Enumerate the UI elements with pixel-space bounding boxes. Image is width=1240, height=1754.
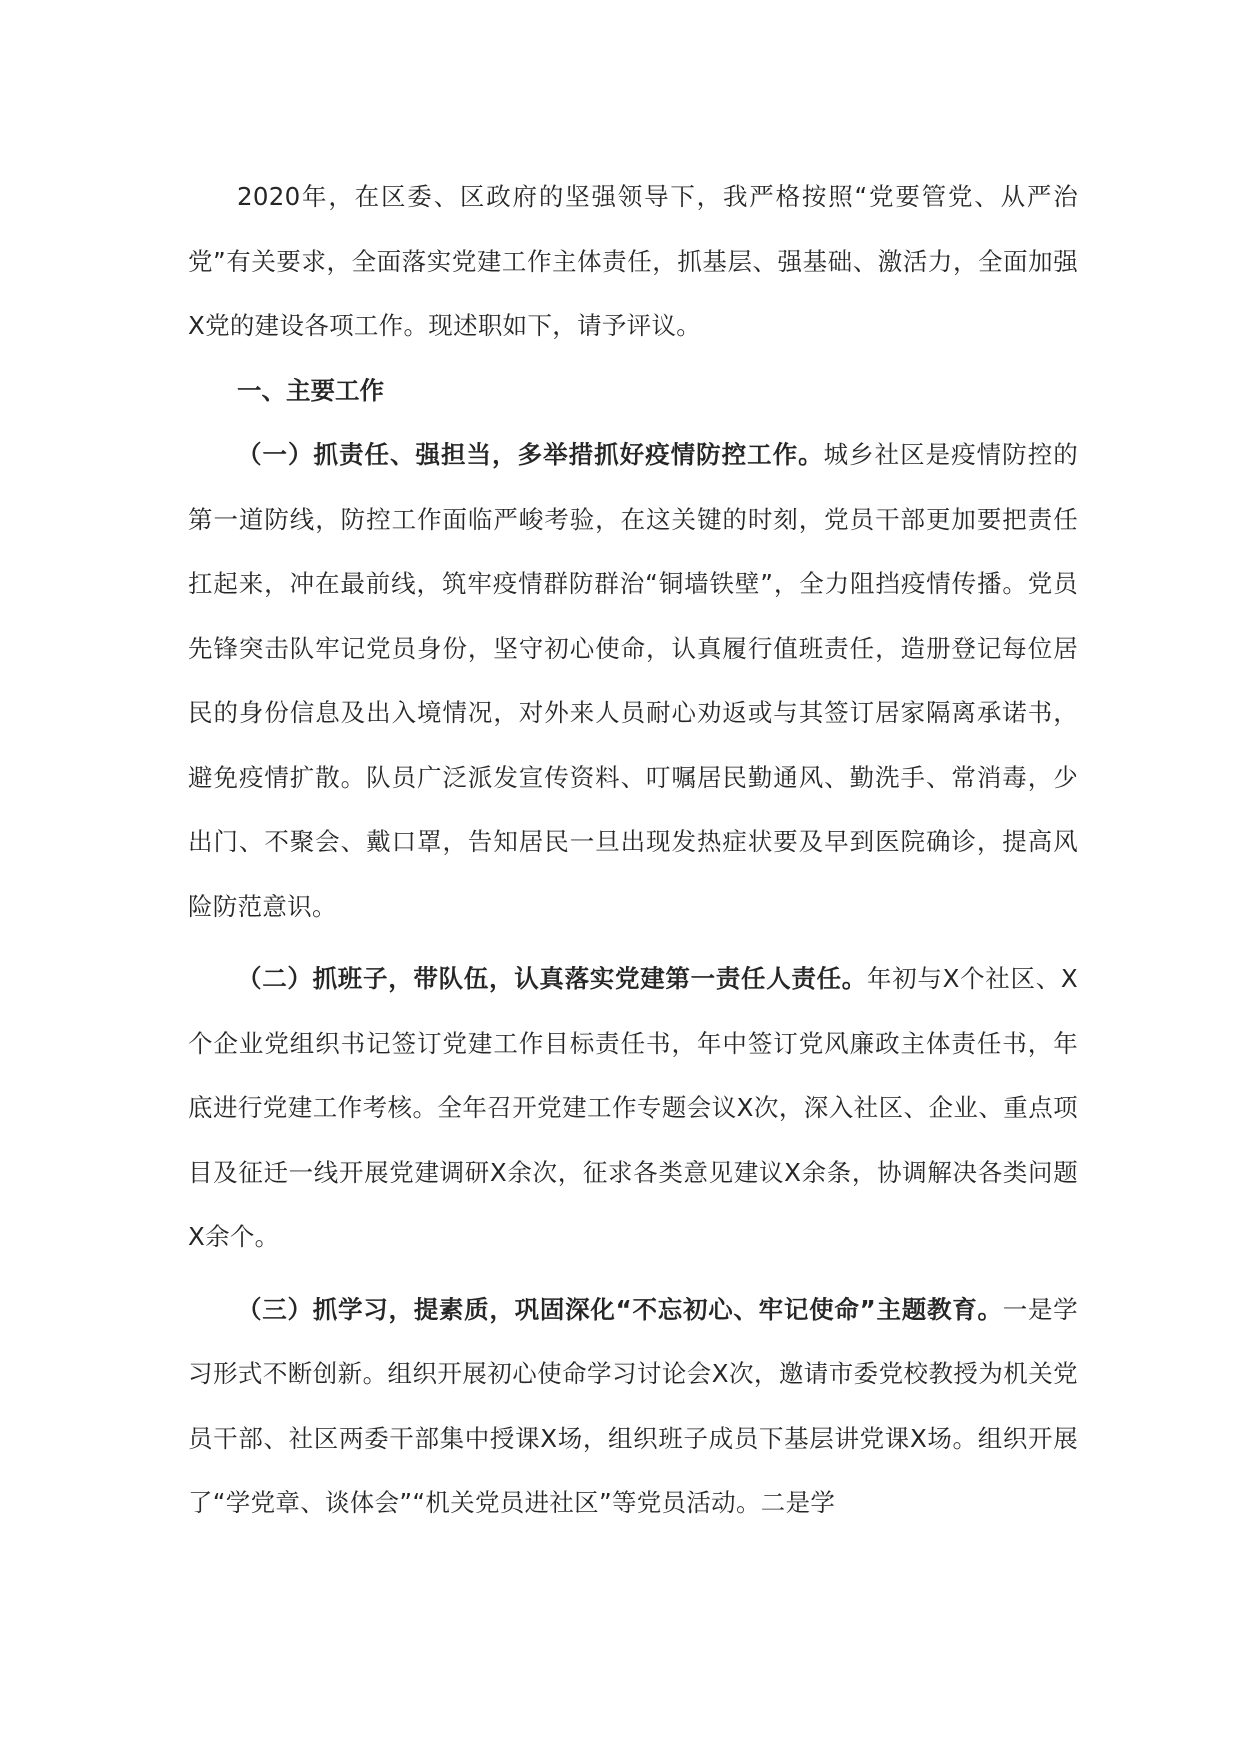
intro-paragraph: 2020年，在区委、区政府的坚强领导下，我严格按照“党要管党、从严治党”有关要求，全面落实党建工作主体责任，抓基层、强基础、激活力，全面加强X党的建设各项工作。现述职如下，请予评议。 [188, 182, 1078, 340]
item-body-1: 城乡社区是疫情防控的第一道防线，防控工作面临严峻考验，在这关键的时刻，党员干部更加要把责任扛起来，冲在最前线，筑牢疫情群防群治“铜墙铁壁”，全力阻挡疫情传播。党员先锋突击队牢记党员身份，坚守初心使命，认真履行值班责任，造册登记每位居民的身份信息及出入境情况，对外来人员耐心劝返或与其签订居家隔离承诺书，避免疫情扩散。队员广泛派发宣传资料、叮嘱居民勤通风、勤洗手、常消毒，少出门、不聚会、戴口罩，告知居民一旦出现发热症状要及早到医院确诊，提高风险防范意识。 [188, 440, 1078, 921]
document-page [188, 165, 1078, 1536]
item-title-1: （一）抓责任、强担当，多举措抓好疫情防控工作。 [237, 440, 824, 469]
item-title-3: （三）抓学习，提素质，巩固深化“不忘初心、牢记使命”主题教育。 [237, 1294, 1003, 1324]
item-body-2: 年初与X个社区、X个企业党组织书记签订党建工作目标责任书，年中签订党风廉政主体责任书，年底进行党建工作考核。全年召开党建工作专题会议X次，深入社区、企业、重点项目及征迁一线开展党建调研X余次，征求各类意见建议X余条，协调解决各类问题X余个。 [188, 964, 1078, 1251]
item-body-3: 一是学习形式不断创新。组织开展初心使命学习讨论会X次，邀请市委党校教授为机关党员干部、社区两委干部集中授课X场，组织班子成员下基层讲党课X场。组织开展了“学党章、谈体会”“机关党员进社区”等党员活动。二是学 [188, 1294, 1078, 1517]
section-heading: 一、主要工作 [237, 375, 384, 405]
item-paragraph-3 [188, 1278, 1078, 1536]
item-title-2: （二）抓班子，带队伍，认真落实党建第一责任人责任。 [237, 964, 868, 993]
item-paragraph-1 [188, 423, 1078, 939]
item-paragraph-2 [188, 947, 1078, 1270]
